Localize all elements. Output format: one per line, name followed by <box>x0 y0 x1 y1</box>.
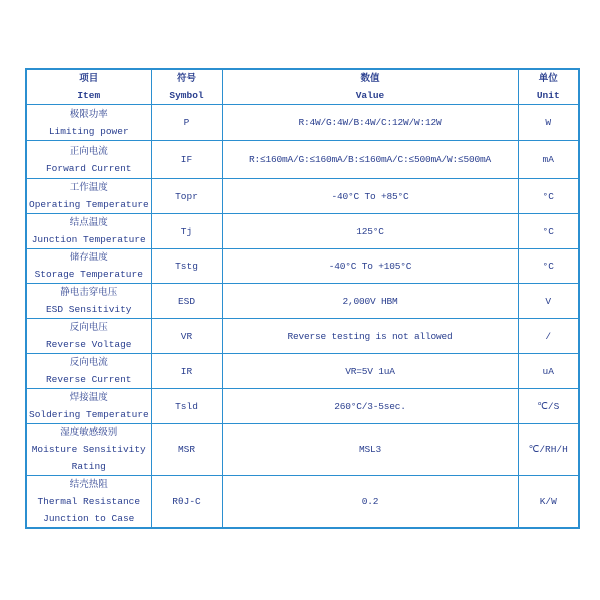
table-row <box>26 249 579 284</box>
value-cell: -40°C To +85°C <box>222 179 518 214</box>
item-name-cn: 正向电流 <box>69 145 108 157</box>
value-cell: MSL3 <box>222 424 518 476</box>
item-name-en: Limiting power <box>48 125 129 137</box>
item-name-en: Reverse Current <box>45 374 132 385</box>
symbol-cell: Tstg <box>151 249 222 284</box>
header-symbol <box>151 69 222 105</box>
item-name-en: Soldering Temperature <box>29 409 149 420</box>
item-name-en: Forward Current <box>45 162 132 174</box>
value-cell: Reverse testing is not allowed <box>222 319 518 354</box>
table-row <box>26 354 579 389</box>
symbol-cell: RθJ-C <box>151 476 222 529</box>
item-name-en: Rating <box>71 461 106 472</box>
item-name-cn: 工作温度 <box>69 182 108 193</box>
symbol-cell: VR <box>151 319 222 354</box>
symbol-cell: Topr <box>151 179 222 214</box>
symbol-cell: MSR <box>151 424 222 476</box>
header-symbol-cn: 符号 <box>176 73 196 84</box>
item-name-cn: 反向电流 <box>69 357 108 368</box>
item-name-cn: 结点温度 <box>69 217 108 228</box>
unit-cell: W <box>518 105 579 141</box>
symbol-cell: IF <box>151 141 222 179</box>
value-cell: R:4W/G:4W/B:4W/C:12W/W:12W <box>222 105 518 141</box>
item-name-cn: 储存温度 <box>69 252 108 263</box>
item-name-cn: 焊接温度 <box>69 392 108 403</box>
header-unit-en: Unit <box>536 90 560 101</box>
value-cell: -40°C To +105°C <box>222 249 518 284</box>
item-name-en: Thermal Resistance <box>37 496 141 507</box>
value-cell: 260°C/3-5sec. <box>222 389 518 424</box>
item-name-en: Reverse Voltage <box>45 339 132 350</box>
value-cell: 0.2 <box>222 476 518 529</box>
item-cell <box>26 105 151 141</box>
item-cell <box>26 141 151 179</box>
header-value-cn: 数值 <box>360 73 380 84</box>
unit-cell: °C <box>518 249 579 284</box>
unit-cell: K/W <box>518 476 579 529</box>
unit-cell: V <box>518 284 579 319</box>
item-name-en: Moisture Sensitivity <box>31 444 146 455</box>
item-name-cn: 结壳热阻 <box>69 479 108 490</box>
header-unit-cn: 单位 <box>538 73 558 84</box>
header-value <box>222 69 518 105</box>
table-row <box>26 284 579 319</box>
unit-cell: / <box>518 319 579 354</box>
symbol-cell: Tsld <box>151 389 222 424</box>
table-body <box>26 105 579 529</box>
value-cell: VR=5V 1uA <box>222 354 518 389</box>
header-item-en: Item <box>77 90 101 101</box>
item-name-cn: 湿度敏感级别 <box>60 427 118 438</box>
table-row <box>26 105 579 141</box>
item-cell <box>26 354 151 389</box>
item-name-cn: 反向电压 <box>69 322 108 333</box>
item-cell <box>26 214 151 249</box>
value-cell: 2,000V HBM <box>222 284 518 319</box>
header-symbol-en: Symbol <box>169 90 204 101</box>
item-cell <box>26 476 151 529</box>
table-row <box>26 179 579 214</box>
item-name-cn: 极限功率 <box>69 108 108 120</box>
item-name-en: Junction Temperature <box>31 234 146 245</box>
item-cell <box>26 319 151 354</box>
unit-cell: ℃/RH/H <box>518 424 579 476</box>
header-unit <box>518 69 579 105</box>
unit-cell: °C <box>518 214 579 249</box>
symbol-cell: P <box>151 105 222 141</box>
header-item <box>26 69 151 105</box>
unit-cell: °C <box>518 179 579 214</box>
value-cell: R:≤160mA/G:≤160mA/B:≤160mA/C:≤500mA/W:≤500mA <box>222 141 518 179</box>
table-row <box>26 214 579 249</box>
table-row <box>26 319 579 354</box>
item-cell <box>26 249 151 284</box>
item-cell <box>26 389 151 424</box>
table-row <box>26 389 579 424</box>
table-row <box>26 141 579 179</box>
item-name-en: Operating Temperature <box>29 199 149 210</box>
symbol-cell: IR <box>151 354 222 389</box>
table-row <box>26 424 579 476</box>
item-name-en: Storage Temperature <box>34 269 143 280</box>
value-cell: 125°C <box>222 214 518 249</box>
header-row <box>26 69 579 105</box>
item-cell <box>26 179 151 214</box>
unit-cell: uA <box>518 354 579 389</box>
symbol-cell: ESD <box>151 284 222 319</box>
item-name-en: ESD Sensitivity <box>45 304 132 315</box>
header-item-cn: 项目 <box>79 73 99 84</box>
symbol-cell: Tj <box>151 214 222 249</box>
table-row <box>26 476 579 529</box>
item-name-en: Junction to Case <box>43 513 135 524</box>
item-cell <box>26 284 151 319</box>
specifications-table <box>25 68 580 529</box>
unit-cell: ℃/S <box>518 389 579 424</box>
header-value-en: Value <box>355 90 385 101</box>
unit-cell: mA <box>518 141 579 179</box>
item-name-cn: 静电击穿电压 <box>60 287 118 298</box>
item-cell <box>26 424 151 476</box>
